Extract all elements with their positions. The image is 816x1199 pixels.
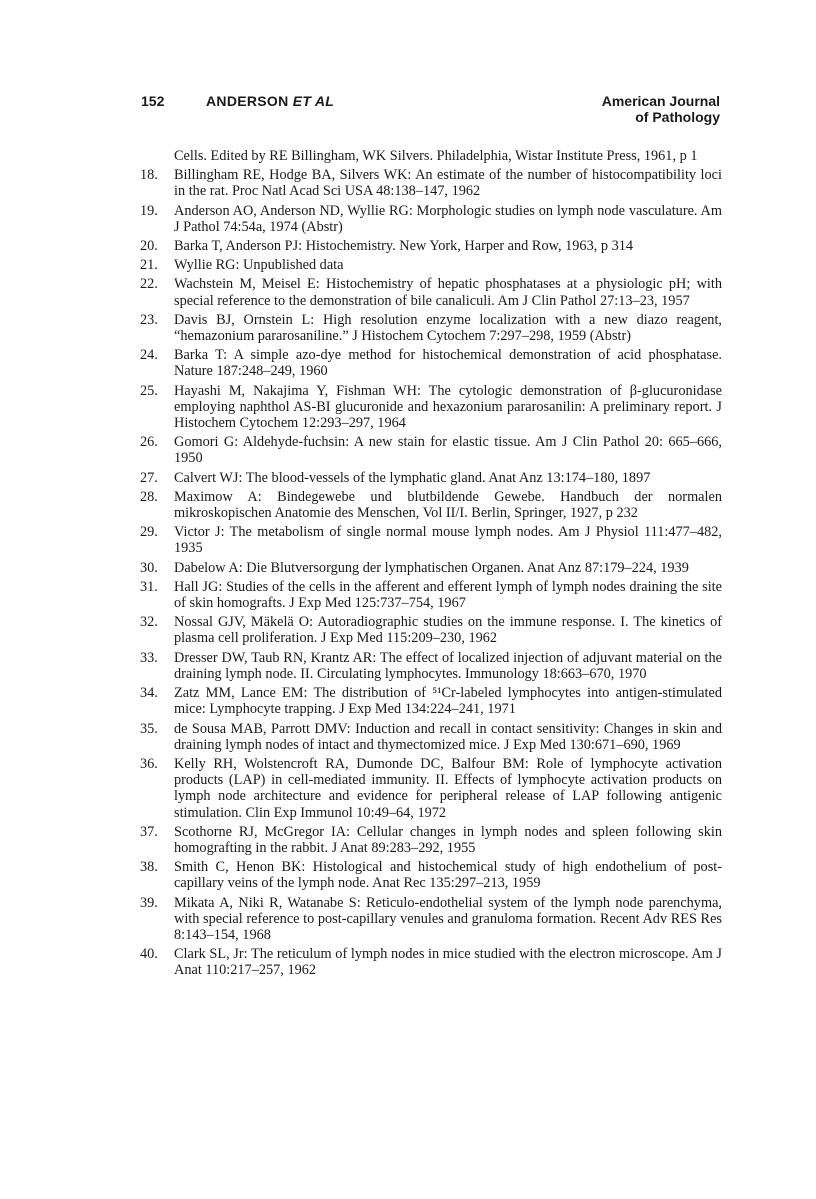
reference-entry (140, 383, 722, 432)
reference-text: Gomori G: Aldehyde-fuchsin: A new stain for elastic tissue. Am J Clin Pathol 20: 665–666, 1950 (174, 434, 722, 467)
reference-entry (140, 167, 722, 199)
reference-number: 19. (140, 202, 158, 219)
reference-entry (140, 203, 722, 235)
reference-text: Nossal GJV, Mäkelä O: Autoradiographic studies on the immune response. I. The kinetics of plasma cell proliferation. J Exp Med 115:209–230, 1962 (174, 614, 722, 647)
reference-number: 34. (140, 685, 158, 702)
reference-number: 36. (140, 755, 158, 772)
reference-number: 37. (140, 823, 158, 840)
authors-etal: ET AL (292, 93, 335, 109)
reference-text: Dabelow A: Die Blutversorgung der lymphatischen Organen. Anat Anz 87:179–224, 1939 (174, 559, 689, 576)
reference-entry (140, 756, 722, 821)
reference-entry (140, 650, 722, 682)
reference-number: 30. (140, 559, 158, 576)
reference-entry (140, 685, 722, 717)
reference-entry (140, 489, 722, 521)
reference-entry (140, 614, 722, 646)
reference-text: Davis BJ, Ornstein L: High resolution enzyme localization with a new diazo reagent, “hemazonium pararosaniline.” J Histochem Cytochem 7:297–298, 1959 (Abstr) (174, 311, 722, 345)
reference-entry (140, 895, 722, 944)
reference-text: Zatz MM, Lance EM: The distribution of ⁵¹Cr-labeled lymphocytes into antigen-stimulated mice: Lymphocyte trapping. J Exp Med 134:224–241, 1971 (174, 685, 722, 718)
reference-text: Wyllie RG: Unpublished data (174, 257, 344, 274)
reference-number: 23. (140, 311, 158, 328)
reference-text: Victor J: The metabolism of single normal mouse lymph nodes. Am J Physiol 111:477–482, 1935 (174, 524, 722, 557)
reference-text: Scothorne RJ, McGregor IA: Cellular changes in lymph nodes and spleen following skin homografting in the rabbit. J Anat 89:283–292, 1955 (174, 823, 722, 856)
reference-continuation (140, 148, 722, 164)
reference-entry (140, 312, 722, 344)
reference-number: 39. (140, 894, 158, 911)
reference-continuation-text: Cells. Edited by RE Billingham, WK Silvers. Philadelphia, Wistar Institute Press, 1961, p 1 (174, 148, 698, 164)
reference-number: 35. (140, 720, 158, 737)
reference-text: Hall JG: Studies of the cells in the afferent and efferent lymph of lymph nodes draining the site of skin homografts. J Exp Med 125:737–754, 1967 (174, 578, 722, 612)
reference-number: 29. (140, 524, 158, 541)
reference-entry (140, 238, 722, 254)
reference-number: 20. (140, 238, 158, 255)
reference-entry (140, 524, 722, 556)
reference-number: 25. (140, 382, 158, 399)
reference-text: Billingham RE, Hodge BA, Silvers WK: An estimate of the number of histocompatibility loci in the rat. Proc Natl Acad Sci USA 48:138–147, 1962 (174, 167, 722, 200)
reference-text: Hayashi M, Nakajima Y, Fishman WH: The cytologic demonstration of β-glucuronidase employing naphthol AS-BI glucuronide and hexazonium pararosanilin: A preliminary report. J Histochem Cytochem 12:293–297, 1964 (174, 382, 722, 432)
reference-number: 26. (140, 434, 158, 451)
reference-text: Mikata A, Niki R, Watanabe S: Reticulo-endothelial system of the lymph node parenchyma, with special reference to post-capillary venules and granuloma formation. Recent Adv RES Res 8:143–154, 1968 (174, 894, 722, 943)
reference-number: 24. (140, 347, 158, 364)
reference-number: 28. (140, 488, 158, 505)
reference-text: Smith C, Henon BK: Histological and histochemical study of high endothelium of post-capillary veins of the lymph node. Anat Rec 135:297–213, 1959 (174, 859, 722, 892)
reference-text: Maximow A: Bindegewebe und blutbildende Gewebe. Handbuch der normalen mikroskopischen Anatomie des Menschen, Vol II/I. Berlin, Springer, 1927, p 232 (174, 488, 722, 522)
reference-text: Barka T: A simple azo-dye method for histochemical demonstration of acid phosphatase. Nature 187:248–249, 1960 (174, 347, 722, 380)
reference-number: 40. (140, 946, 158, 963)
reference-text: Anderson AO, Anderson ND, Wyllie RG: Morphologic studies on lymph node vasculature. Am J Pathol 74:54a, 1974 (Abstr) (174, 202, 722, 235)
reference-number: 21. (140, 257, 158, 274)
reference-entry (140, 824, 722, 856)
reference-text: Barka T, Anderson PJ: Histochemistry. New York, Harper and Row, 1963, p 314 (174, 238, 634, 255)
reference-number: 27. (140, 469, 158, 486)
reference-entry (140, 257, 722, 273)
reference-text: Dresser DW, Taub RN, Krantz AR: The effect of localized injection of adjuvant material on the draining lymph node. II. Circulating lymphocytes. Immunology 18:663–670, 1970 (174, 649, 722, 682)
reference-list (140, 148, 722, 982)
reference-text: Wachstein M, Meisel E: Histochemistry of hepatic phosphatases at a physiologic pH; with special reference to the demonstration of bile canaliculi. Am J Clin Pathol 27:13–23, 1957 (174, 276, 722, 309)
reference-entry (140, 560, 722, 576)
reference-entry (140, 579, 722, 611)
reference-number: 22. (140, 276, 158, 293)
reference-number: 38. (140, 859, 158, 876)
journal-title-line2: of Pathology (635, 109, 720, 125)
journal-title-line1: American Journal (601, 93, 720, 109)
reference-entry (140, 470, 722, 486)
reference-entry (140, 946, 722, 978)
reference-text: de Sousa MAB, Parrott DMV: Induction and recall in contact sensitivity: Changes in skin and draining lymph nodes of intact and thymectomized mice. J Exp Med 130:671–690, 1969 (174, 720, 722, 753)
reference-number: 33. (140, 649, 158, 666)
reference-entry (140, 347, 722, 379)
reference-entry (140, 721, 722, 753)
reference-text: Clark SL, Jr: The reticulum of lymph nodes in mice studied with the electron microscope. Am J Anat 110:217–257, 1962 (174, 946, 722, 979)
page-number: 152 (141, 93, 165, 109)
reference-number: 32. (140, 614, 158, 631)
reference-number: 18. (140, 167, 158, 184)
authors-name: ANDERSON (206, 93, 293, 109)
reference-number: 31. (140, 578, 158, 595)
reference-text: Kelly RH, Wolstencroft RA, Dumonde DC, Balfour BM: Role of lymphocyte activation products (LAP) in cell-mediated immunity. II. Effects of lymphocyte activation products on lymph node architecture and evidence for peripheral release of LAP following antigenic stimulation. Clin Exp Immunol 10:49–64, 1972 (174, 755, 722, 821)
journal-title (602, 93, 720, 125)
reference-entry (140, 859, 722, 891)
reference-text: Calvert WJ: The blood-vessels of the lymphatic gland. Anat Anz 13:174–180, 1897 (174, 469, 651, 486)
reference-entry (140, 276, 722, 308)
reference-entry (140, 434, 722, 466)
running-head-authors (206, 93, 334, 109)
